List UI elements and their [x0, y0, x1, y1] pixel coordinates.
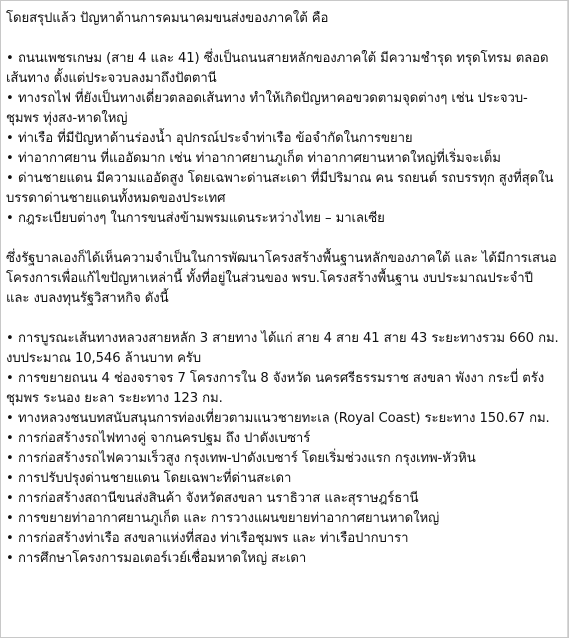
bullet-icon: •	[6, 491, 14, 506]
project-text: การศึกษาโครงการมอเตอร์เวย์เชื่อมหาดใหญ่ สะเดา	[18, 551, 307, 566]
project-text: การก่อสร้างท่าเรือ สงขลาแห่งที่สอง ท่าเรือชุมพร และ ท่าเรือปากบารา	[18, 531, 409, 546]
list-item	[6, 509, 560, 529]
problem-text: ด่านชายแดน มีความแออัดสูง โดยเฉพาะด่านสะเดา ที่มีปริมาณ คน รถยนต์ รถบรรทุก สูงที่สุดในบรรดาด่านชายแดนทั้งหมดของประเทศ	[6, 171, 554, 206]
list-item	[6, 429, 560, 449]
summary-paragraph: ซึ่งรัฐบาลเองก็ได้เห็นความจำเป็นในการพัฒนาโครงสร้างพื้นฐานหลักของภาคใต้ และ ได้มีการเสนอโครงการเพื่อแก้ไขปัญหาเหล่านี้ ทั้งที่อยู่ในส่วนของ พรบ.โครงสร้างพื้นฐาน งบประมาณประจำปี และ งบลงทุนรัฐวิสาหกิจ ดังนี้	[6, 251, 557, 306]
bullet-icon: •	[6, 131, 14, 146]
list-item	[6, 129, 560, 149]
bullet-icon: •	[6, 551, 14, 566]
intro-line: โดยสรุปแล้ว ปัญหาด้านการคมนาคมขนส่งของภาคใต้ คือ	[6, 11, 329, 26]
list-item	[6, 329, 560, 369]
project-list	[6, 329, 560, 569]
bullet-icon: •	[6, 371, 14, 386]
frame-edge	[567, 1, 568, 637]
list-item	[6, 529, 560, 549]
list-item	[6, 169, 560, 209]
bullet-icon: •	[6, 151, 14, 166]
spacer	[6, 229, 560, 249]
list-item	[6, 549, 560, 569]
project-text: การก่อสร้างรถไฟความเร็วสูง กรุงเทพ-ปาดังเบซาร์ โดยเริ่มช่วงแรก กรุงเทพ-หัวหิน	[18, 451, 476, 466]
bullet-icon: •	[6, 451, 14, 466]
list-item	[6, 209, 560, 229]
project-text: ทางหลวงชนบทสนับสนุนการท่องเที่ยวตามแนวชายทะเล (Royal Coast) ระยะทาง 150.67 กม.	[18, 411, 550, 426]
project-text: การปรับปรุงด่านชายแดน โดยเฉพาะที่ด่านสะเดา	[18, 471, 292, 486]
problem-text: ทางรถไฟ ที่ยังเป็นทางเดี่ยวตลอดเส้นทาง ทำให้เกิดปัญหาคอขวดตามจุดต่างๆ เช่น ประจวบ-ชุมพร ทุ่งสง-หาดใหญ่	[6, 91, 528, 126]
list-item	[6, 49, 560, 89]
spacer	[6, 309, 560, 329]
list-item	[6, 89, 560, 129]
project-text: การขยายท่าอากาศยานภูเก็ต และ การวางแผนขยายท่าอากาศยานหาดใหญ่	[18, 511, 440, 526]
bullet-icon: •	[6, 511, 14, 526]
project-text: การบูรณะเส้นทางหลวงสายหลัก 3 สายทาง ได้แก่ สาย 4 สาย 41 สาย 43 ระยะทางรวม 660 กม. งบประมาณ 10,546 ล้านบาท ครับ	[6, 331, 559, 366]
list-item	[6, 369, 560, 409]
problem-text: ท่าอากาศยาน ที่แออัดมาก เช่น ท่าอากาศยานภูเก็ต ท่าอากาศยานหาดใหญ่ที่เริ่มจะเต็ม	[18, 151, 501, 166]
list-item	[6, 149, 560, 169]
document-body	[6, 9, 560, 569]
problem-text: กฎระเบียบต่างๆ ในการขนส่งข้ามพรมแดนระหว่างไทย – มาเลเซีย	[18, 211, 385, 226]
problem-text: ถนนเพชรเกษม (สาย 4 และ 41) ซึ่งเป็นถนนสายหลักของภาคใต้ มีความชำรุด ทรุดโทรม ตลอดเส้นทาง ตั้งแต่ประจวบลงมาถึงปัตตานี	[6, 51, 549, 86]
project-text: การก่อสร้างสถานีขนส่งสินค้า จังหวัดสงขลา นราธิวาส และสุราษฎร์ธานี	[18, 491, 419, 506]
spacer	[6, 29, 560, 49]
problem-list	[6, 49, 560, 229]
bullet-icon: •	[6, 471, 14, 486]
list-item	[6, 409, 560, 429]
project-text: การขยายถนน 4 ช่องจราจร 7 โครงการใน 8 จังหวัด นครศรีธรรมราช สงขลา พังงา กระบี่ ตรัง ชุมพร ระนอง ยะลา ระยะทาง 123 กม.	[6, 371, 545, 406]
bullet-icon: •	[6, 91, 14, 106]
problem-text: ท่าเรือ ที่มีปัญหาด้านร่องน้ำ อุปกรณ์ประจำท่าเรือ ข้อจำกัดในการขยาย	[18, 131, 413, 146]
bullet-icon: •	[6, 171, 14, 186]
bullet-icon: •	[6, 51, 14, 66]
bullet-icon: •	[6, 431, 14, 446]
list-item	[6, 449, 560, 469]
project-text: การก่อสร้างรถไฟทางคู่ จากนครปฐม ถึง ปาดังเบซาร์	[18, 431, 311, 446]
bullet-icon: •	[6, 331, 14, 346]
bullet-icon: •	[6, 411, 14, 426]
bullet-icon: •	[6, 531, 14, 546]
bullet-icon: •	[6, 211, 14, 226]
list-item	[6, 469, 560, 489]
list-item	[6, 489, 560, 509]
